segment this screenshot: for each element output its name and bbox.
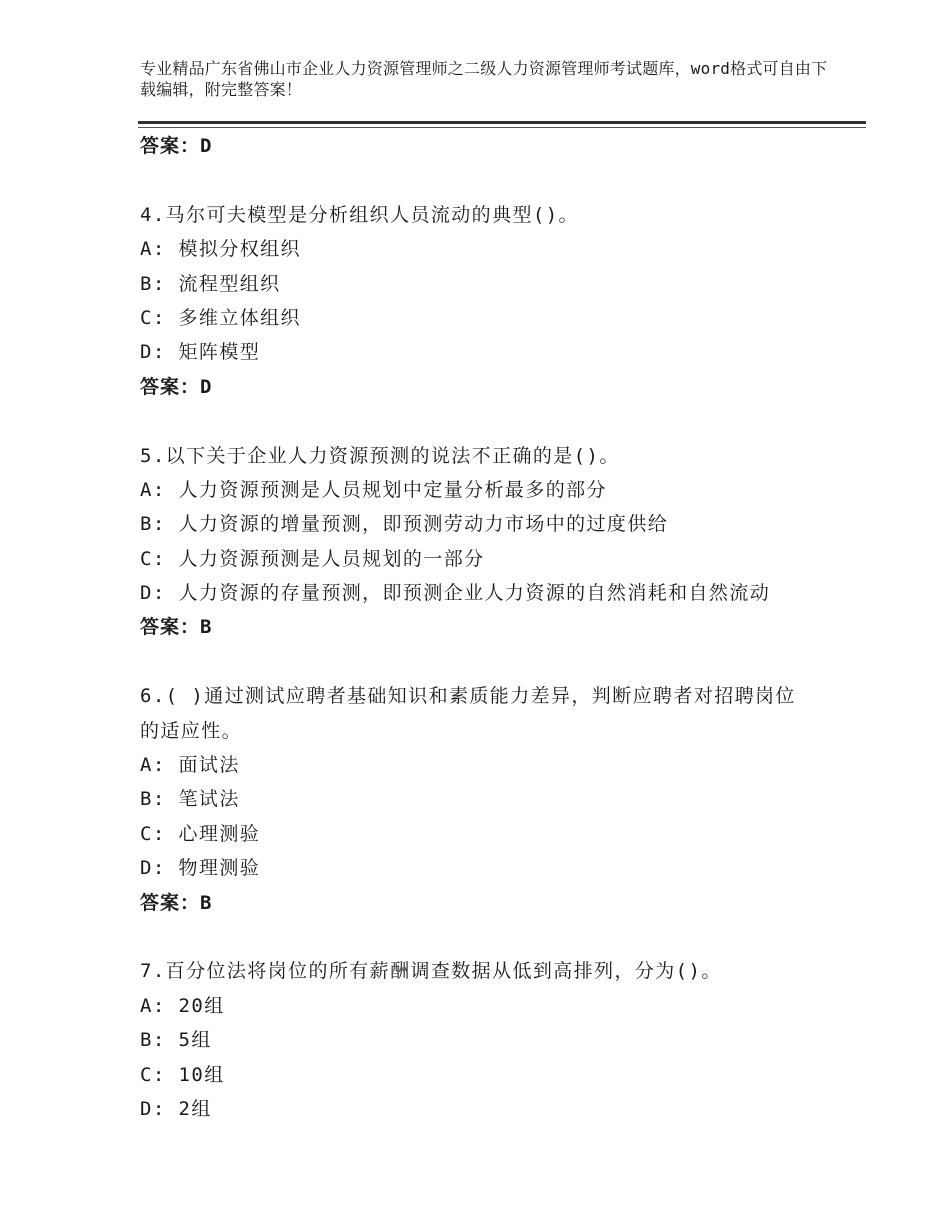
- question-stem: 5.以下关于企业人力资源预测的说法不正确的是()。: [140, 444, 620, 467]
- answer: 答案：D: [140, 375, 213, 398]
- option-a: A: 模拟分权组织: [140, 238, 301, 261]
- option-c: C: 10组: [140, 1063, 225, 1086]
- spacer: [140, 645, 830, 679]
- answer-prev-question: 答案：D: [140, 135, 213, 157]
- option-a: A: 人力资源预测是人员规划中定量分析最多的部分: [140, 478, 607, 501]
- document-header: 专业精品广东省佛山市企业人力资源管理师之二级人力资源管理师考试题库，word格式可自由下载编辑，附完整答案！: [140, 59, 828, 99]
- document-body: [140, 129, 830, 1126]
- option-d: D: 人力资源的存量预测，即预测企业人力资源的自然消耗和自然流动: [140, 582, 771, 605]
- option-b: B: 流程型组织: [140, 272, 281, 295]
- option-d: D: 2组: [140, 1097, 212, 1120]
- option-a: A: 面试法: [140, 754, 240, 777]
- answer: 答案：B: [140, 891, 213, 914]
- question-4: [140, 198, 830, 404]
- question-stem: 7.百分位法将岗位的所有薪酬调查数据从低到高排列，分为()。: [140, 960, 722, 983]
- option-c: C: 心理测验: [140, 822, 261, 845]
- option-c: C: 人力资源预测是人员规划的一部分: [140, 547, 485, 570]
- question-5: [140, 439, 830, 645]
- spacer: [140, 920, 830, 954]
- question-7: [140, 954, 830, 1126]
- option-b: B: 5组: [140, 1029, 212, 1052]
- header-divider-thick: [138, 121, 866, 124]
- spacer: [140, 404, 830, 438]
- option-d: D: 物理测验: [140, 857, 261, 880]
- question-stem: 4.马尔可夫模型是分析组织人员流动的典型()。: [140, 203, 579, 226]
- question-6: [140, 679, 830, 920]
- option-c: C: 多维立体组织: [140, 306, 301, 329]
- spacer: [140, 163, 830, 197]
- option-a: A: 20组: [140, 994, 225, 1017]
- option-b: B: 笔试法: [140, 788, 240, 811]
- answer: 答案：B: [140, 616, 213, 639]
- header-divider-thin: [138, 127, 866, 128]
- question-stem: 6.( )通过测试应聘者基础知识和素质能力差异，判断应聘者对招聘岗位的适应性。: [140, 685, 796, 742]
- option-b: B: 人力资源的增量预测，即预测劳动力市场中的过度供给: [140, 513, 669, 536]
- option-d: D: 矩阵模型: [140, 341, 261, 364]
